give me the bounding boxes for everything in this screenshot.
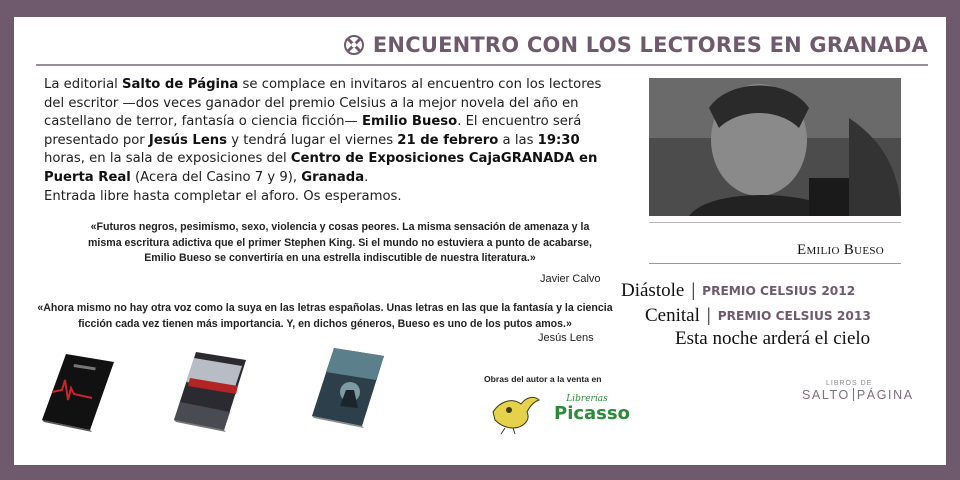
author-divider (649, 263, 901, 264)
quote-text: «Ahora mismo no hay otra voz como la suya en las letras españolas. Unas letras en las que la fantasía y la ciencia ficción cada vez tienen más importancia. Y, en dichos géneros, Bueso es uno de los putos amos.» (37, 302, 613, 330)
book-cover-esta-noche (310, 346, 386, 428)
publisher-logo-separator (853, 388, 854, 401)
book-covers (40, 350, 480, 442)
books-sale-note: Obras del autor a la venta en (484, 374, 602, 384)
publisher-logo-main (802, 388, 914, 402)
publisher-logo-part2: PÁGINA (856, 388, 914, 402)
entry-note: Entrada libre hasta completar el aforo. Os esperamos. (44, 189, 402, 204)
publisher-logo-small: LIBROS DE (826, 380, 873, 387)
city-name: Granada (301, 169, 365, 185)
award-book: Cenital (645, 305, 700, 326)
venue-name: Centro de Exposiciones CajaGRANADA en Puerta Real (44, 151, 598, 185)
book-cover-cenital (172, 350, 248, 432)
event-title (343, 31, 928, 59)
intro-text: (Acera del Casino 7 y 9), (130, 169, 302, 185)
intro-text: se complace en invitaros al encuentro con los lectores del escritor —dos veces ganador del premio Celsius a la mejor novela del año en castellano de terror, fantasía o ciencia ficción— (44, 77, 602, 129)
latest-book-title: Esta noche arderá el cielo (675, 328, 871, 349)
publisher-name: Salto de Página (122, 77, 239, 92)
author-name-inline: Emilio Bueso (361, 114, 458, 129)
event-title-text: ENCUENTRO CON LOS LECTORES EN GRANADA (372, 33, 928, 57)
award-prize: PREMIO CELSIUS 2012 (702, 284, 856, 298)
event-date: 21 de febrero (397, 132, 499, 148)
intro-text: . El encuentro será presentado por (44, 114, 582, 148)
intro-text: . (364, 169, 369, 185)
title-divider (36, 64, 928, 66)
award-prize: PREMIO CELSIUS 2013 (717, 309, 871, 323)
award-separator: | (706, 305, 711, 326)
author-name: Emilio Bueso (797, 242, 885, 258)
quote-author: Jesús Lens (538, 332, 594, 344)
picasso-logo-big: Picasso (554, 403, 630, 424)
publisher-logo (802, 380, 914, 410)
right-divider (649, 222, 901, 223)
intro-text: La editorial (44, 77, 123, 92)
book-cover-diastole (40, 350, 116, 432)
award-book: Diástole (621, 280, 685, 301)
event-time: 19:30 (537, 132, 580, 148)
picasso-logo (554, 394, 630, 434)
quote-text: «Futuros negros, pesimismo, sexo, violencia y cosas peores. La misma sensación de amenaza y la misma escritura adictiva que el primer Stephen King. Si el mundo no estuviera a punto de acabarse, Emilio Bueso se convertiría en una estrella indiscutible de nuestra literatura.» (88, 221, 592, 264)
picasso-logo-small: Librerías (566, 394, 608, 404)
award-row (645, 304, 871, 328)
intro-paragraph (44, 76, 619, 187)
author-photo-image (649, 78, 901, 216)
presenter-name: Jesús Lens (148, 132, 228, 148)
intro-text: y tendrá lugar el viernes (227, 132, 398, 148)
cross-star-icon (343, 34, 365, 56)
award-separator: | (691, 280, 696, 301)
award-row (621, 279, 855, 303)
dove-logo (487, 390, 541, 436)
quote-author: Javier Calvo (540, 273, 601, 285)
author-photo (649, 78, 901, 216)
publisher-logo-part1: SALTO (802, 388, 850, 402)
intro-text: a las (498, 132, 538, 148)
intro-text: horas, en la sala de exposiciones del (44, 151, 291, 166)
